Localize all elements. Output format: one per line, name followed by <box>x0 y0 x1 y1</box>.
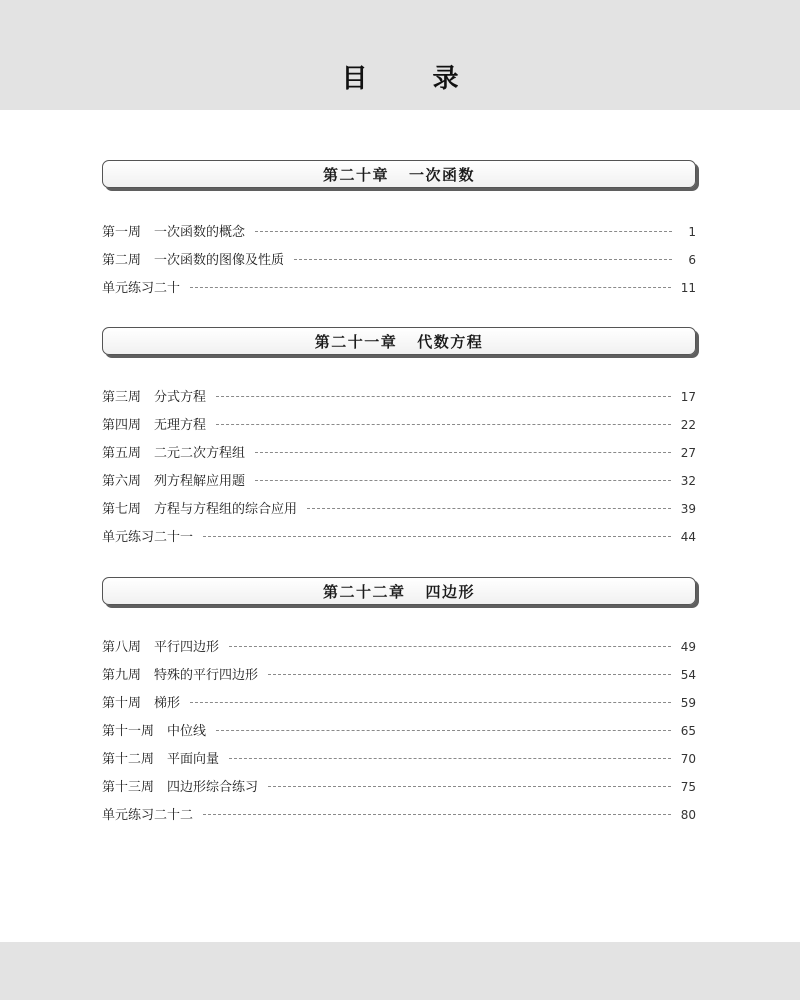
toc-entry-title: 平行四边形 <box>154 640 220 655</box>
toc-entry-title: 特殊的平行四边形 <box>154 668 259 683</box>
toc-entry-title: 方程与方程组的综合应用 <box>154 502 298 517</box>
page-title: 目 录 <box>341 64 487 94</box>
chapter-title: 四边形 <box>425 582 476 601</box>
dot-leader <box>229 758 671 759</box>
toc-entry[interactable] <box>102 745 696 773</box>
footer-band <box>0 942 800 1000</box>
toc-page-number: 39 <box>680 502 696 516</box>
chapter-number: 第二十一章 <box>314 332 398 351</box>
dot-leader <box>216 396 671 397</box>
toc-page-number: 75 <box>680 780 696 794</box>
toc-week: 第九周 <box>102 668 142 683</box>
dot-leader <box>216 424 671 425</box>
toc-page-number: 80 <box>680 808 696 822</box>
toc-entry-title: 平面向量 <box>167 752 220 767</box>
toc-entry[interactable] <box>102 439 696 467</box>
toc-page-number: 70 <box>680 752 696 766</box>
toc-week: 第八周 <box>102 640 142 655</box>
dot-leader <box>203 814 671 815</box>
toc-entry[interactable] <box>102 689 696 717</box>
toc-page-number: 49 <box>680 640 696 654</box>
toc-list <box>102 218 696 302</box>
dot-leader <box>307 508 671 509</box>
toc-week: 第四周 <box>102 418 142 433</box>
toc-entry-title: 单元练习二十一 <box>102 530 194 545</box>
toc-page-number: 44 <box>680 530 696 544</box>
dot-leader <box>268 674 671 675</box>
toc-week: 第二周 <box>102 253 142 268</box>
toc-entry-title: 无理方程 <box>154 418 207 433</box>
chapter-header <box>102 577 696 605</box>
dot-leader <box>229 646 671 647</box>
dot-leader <box>190 702 671 703</box>
toc-page-number: 54 <box>680 668 696 682</box>
chapter-title: 代数方程 <box>417 332 484 351</box>
toc-list <box>102 383 696 551</box>
toc-page-number: 17 <box>680 390 696 404</box>
toc-page-number: 6 <box>688 253 696 267</box>
toc-week: 第一周 <box>102 225 142 240</box>
toc-page-number: 11 <box>680 281 696 295</box>
toc-week: 第十一周 <box>102 724 155 739</box>
toc-entry-title: 分式方程 <box>154 390 207 405</box>
toc-entry[interactable] <box>102 411 696 439</box>
chapter-title: 一次函数 <box>409 165 476 184</box>
toc-page-number: 27 <box>680 446 696 460</box>
chapter-section <box>102 160 696 302</box>
toc-week: 第七周 <box>102 502 142 517</box>
toc-entry-title: 一次函数的概念 <box>154 225 246 240</box>
chapter-section <box>102 327 696 551</box>
toc-week: 第十周 <box>102 696 142 711</box>
toc-entry[interactable] <box>102 773 696 801</box>
toc-entry[interactable] <box>102 274 696 302</box>
toc-week: 第五周 <box>102 446 142 461</box>
toc-entry[interactable] <box>102 467 696 495</box>
toc-entry-title: 单元练习二十二 <box>102 808 194 823</box>
toc-entry-title: 列方程解应用题 <box>154 474 246 489</box>
toc-week: 第十二周 <box>102 752 155 767</box>
toc-week: 第六周 <box>102 474 142 489</box>
toc-entry-title: 单元练习二十 <box>102 281 181 296</box>
toc-page-number: 32 <box>680 474 696 488</box>
toc-entry[interactable] <box>102 801 696 829</box>
toc-entry[interactable] <box>102 218 696 246</box>
dot-leader <box>294 259 672 260</box>
chapter-number: 第二十章 <box>322 165 389 184</box>
toc-page-number: 59 <box>680 696 696 710</box>
toc-entry-title: 二元二次方程组 <box>154 446 246 461</box>
toc-entry[interactable] <box>102 633 696 661</box>
chapter-header <box>102 327 696 355</box>
chapter-header <box>102 160 696 188</box>
dot-leader <box>268 786 671 787</box>
dot-leader <box>190 287 671 288</box>
dot-leader <box>255 452 671 453</box>
toc-entry-title: 四边形综合练习 <box>167 780 259 795</box>
dot-leader <box>255 231 672 232</box>
chapter-section <box>102 577 696 829</box>
toc-page-number: 1 <box>688 225 696 239</box>
dot-leader <box>255 480 671 481</box>
toc-entry[interactable] <box>102 523 696 551</box>
dot-leader <box>203 536 671 537</box>
toc-week: 第三周 <box>102 390 142 405</box>
toc-page-number: 22 <box>680 418 696 432</box>
toc-entry[interactable] <box>102 246 696 274</box>
toc-entry[interactable] <box>102 383 696 411</box>
toc-week: 第十三周 <box>102 780 155 795</box>
toc-page-number: 65 <box>680 724 696 738</box>
toc-entry-title: 中位线 <box>167 724 207 739</box>
toc-list <box>102 633 696 829</box>
chapter-number: 第二十二章 <box>322 582 406 601</box>
toc-entry-title: 梯形 <box>154 696 181 711</box>
toc-entry-title: 一次函数的图像及性质 <box>154 253 285 268</box>
toc-entry[interactable] <box>102 717 696 745</box>
dot-leader <box>216 730 671 731</box>
toc-entry[interactable] <box>102 495 696 523</box>
toc-entry[interactable] <box>102 661 696 689</box>
